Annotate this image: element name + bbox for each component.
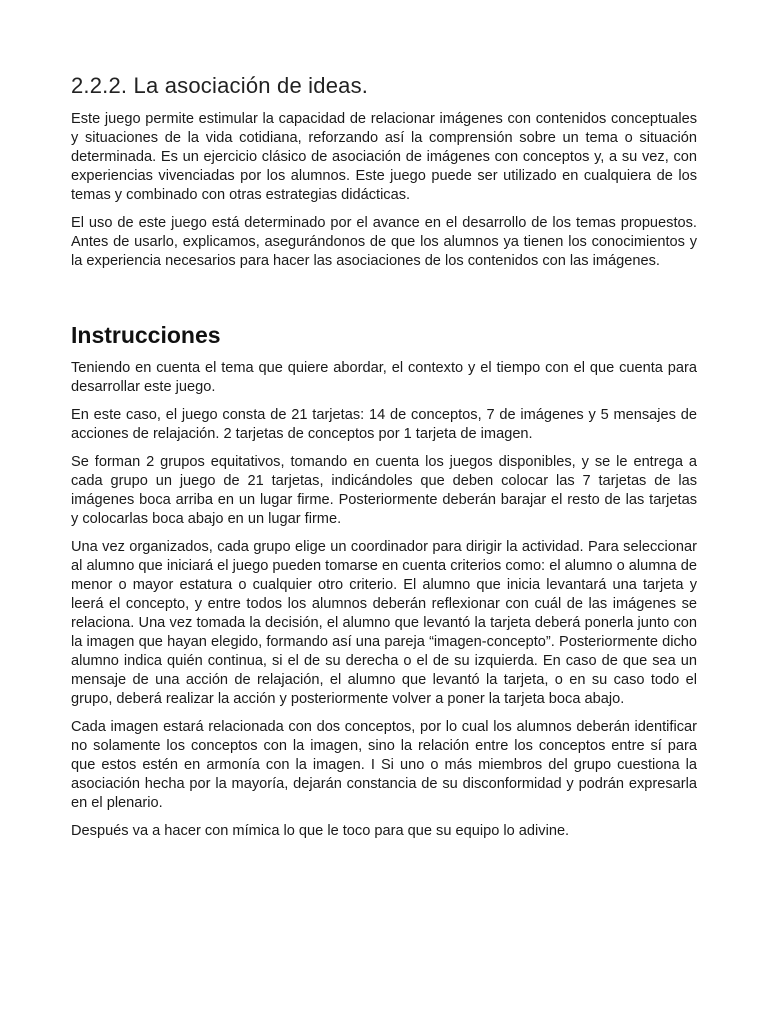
instructions-heading: Instrucciones (71, 322, 221, 348)
instructions-paragraph-cards: En este caso, el juego consta de 21 tarjetas: 14 de conceptos, 7 de imágenes y 5 mensajes de acciones de relajación. 2 tarjetas de conceptos por 1 tarjeta de imagen. (71, 407, 697, 442)
intro-paragraph: Este juego permite estimular la capacidad de relacionar imágenes con contenidos conceptuales y situaciones de la vida cotidiana, reforzando así la comprensión sobre un tema o situación determinada. Es un ejercicio clásico de asociación de imágenes con conceptos y, a su vez, con experiencias vivenciadas por los alumnos. Este juego puede ser utilizado en cualquiera de los temas y combinado con otras estrategias didácticas. (71, 111, 697, 203)
instructions-paragraph-context: Teniendo en cuenta el tema que quiere abordar, el contexto y el tiempo con el que cuenta para desarrollar este juego. (71, 360, 697, 395)
instructions-paragraph-game-play: Una vez organizados, cada grupo elige un coordinador para dirigir la actividad. Para seleccionar al alumno que iniciará el juego pueden tomarse en cuenta criterios como: el alumno o alumna de menor o mayor estatura o cualquier otro criterio. El alumno que inicia levantará una tarjeta y leerá el concepto, y entre todos los alumnos deberán reflexionar con cuál de las imágenes se relaciona. Una vez tomada la decisión, el alumno que levantó la tarjeta deberá ponerla junto con la imagen que hayan elegido, formando así una pareja “imagen-concepto”. Posteriormente dicho alumno indica quién continua, si el de su derecha o el de su izquierda. En caso de que sea un mensaje de una acción de relajación, el alumno que levantó la tarjeta, o en su caso todo el grupo, deberá realizar la acción y posteriormente volver a poner la tarjeta boca abajo. (71, 539, 697, 707)
document-page (71, 72, 697, 850)
instructions-paragraph-mimicry: Después va a hacer con mímica lo que le toco para que su equipo lo adivine. (71, 823, 570, 839)
instructions-paragraph-associations: Cada imagen estará relacionada con dos conceptos, por lo cual los alumnos deberán identificar no solamente los conceptos con la imagen, sino la relación entre los conceptos entre sí para que estos estén en armonía con la imagen. I Si uno o más miembros del grupo cuestiona la asociación hecha por la mayoría, dejarán constancia de su disconformidad y podrán expresarla en el plenario. (71, 719, 697, 811)
usage-paragraph: El uso de este juego está determinado por el avance en el desarrollo de los temas propuestos. Antes de usarlo, explicamos, asegurándonos de que los alumnos ya tienen los conocimientos y la experiencia necesarios para hacer las asociaciones de los contenidos con las imágenes. (71, 215, 697, 269)
instructions-paragraph-groups: Se forman 2 grupos equitativos, tomando en cuenta los juegos disponibles, y se le entrega a cada grupo un juego de 21 tarjetas, indicándoles que deben colocar las 7 tarjetas de las imágenes boca arriba en un lugar firme. Posteriormente deberán barajar el resto de las tarjetas y colocarlas boca abajo en un lugar firme. (71, 454, 697, 527)
section-heading: 2.2.2. La asociación de ideas. (71, 73, 369, 98)
